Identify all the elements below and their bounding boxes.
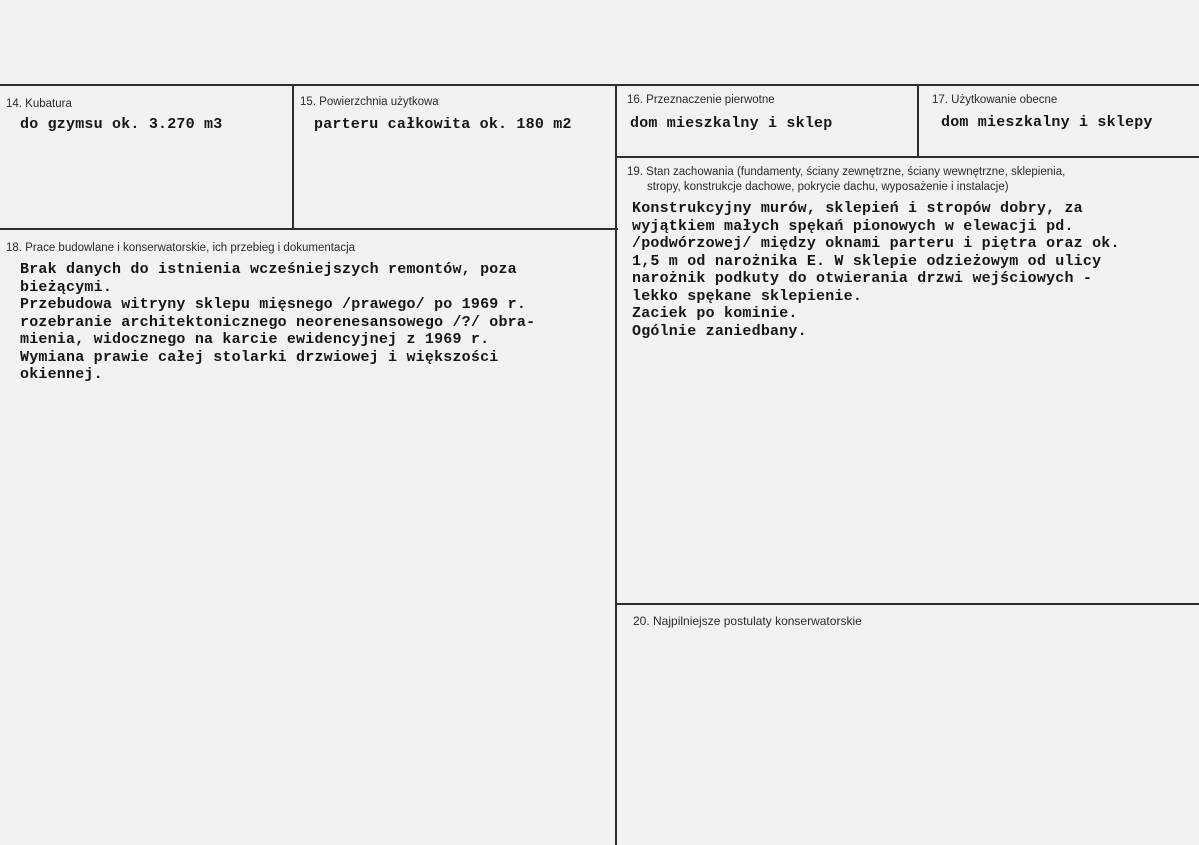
field-18-line: bieżącymi. — [20, 278, 113, 296]
field-15-value: parteru całkowita ok. 180 m2 — [314, 116, 572, 133]
field-19-text — [632, 200, 1120, 340]
field-19-label-line2: stropy, konstrukcje dachowe, pokrycie dachu, wyposażenie i instalacje) — [647, 181, 1009, 193]
field-19-line: Zaciek po kominie. — [632, 305, 798, 322]
field-20-label: 20. Najpilniejsze postulaty konserwatorskie — [633, 614, 862, 628]
field-14-label: 14. Kubatura — [6, 98, 72, 110]
field-15-label: 15. Powierzchnia użytkowa — [300, 96, 439, 108]
field-18-text — [20, 261, 535, 384]
field-14-value: do gzymsu ok. 3.270 m3 — [20, 116, 223, 133]
field-17-value: dom mieszkalny i sklepy — [941, 114, 1153, 131]
field-18-line: Przebudowa witryny sklepu mięsnego /prawego/ po 1969 r. — [20, 296, 527, 313]
top-rule — [0, 84, 1199, 86]
field-19-line: Konstrukcyjny murów, sklepień i stropów dobry, za — [632, 200, 1083, 217]
field-18-line: Brak danych do istnienia wcześniejszych remontów, poza — [20, 261, 517, 278]
field20-top-rule — [617, 603, 1199, 605]
field-19-line: 1,5 m od narożnika E. W sklepie odzieżowym od ulicy — [632, 252, 1102, 270]
divider-16-17 — [917, 84, 919, 158]
field-19-line: lekko spękane sklepienie. — [632, 287, 863, 305]
divider-left-right — [615, 84, 617, 845]
field-19-label-line1: 19. Stan zachowania (fundamenty, ściany zewnętrzne, ściany wewnętrzne, sklepienia, — [627, 166, 1066, 178]
field-19-line: narożnik podkuty do otwierania drzwi wejściowych - — [632, 270, 1093, 287]
field-18-line: mienia, widocznego na karcie ewidencyjnej z 1969 r. — [20, 331, 490, 348]
row1-bottom-right-rule — [617, 156, 1199, 158]
row1-bottom-left-rule — [0, 228, 618, 230]
field-16-label: 16. Przeznaczenie pierwotne — [627, 94, 775, 106]
field-19-line: Ogólnie zaniedbany. — [632, 322, 807, 340]
field-19-line: /podwórzowej/ między oknami parteru i piętra oraz ok. — [632, 235, 1120, 252]
field-18-line: Wymiana prawie całej stolarki drzwiowej i większości — [20, 348, 499, 366]
field-16-value: dom mieszkalny i sklep — [630, 115, 833, 132]
field-18-line: rozebranie architektonicznego neorenesansowego /?/ obra- — [20, 313, 536, 331]
field-18-label: 18. Prace budowlane i konserwatorskie, ich przebieg i dokumentacja — [6, 242, 356, 254]
field-19-line: wyjątkiem małych spękań pionowych w elewacji pd. — [632, 217, 1074, 235]
field-17-label: 17. Użytkowanie obecne — [932, 94, 1058, 106]
field-18-line: okiennej. — [20, 366, 103, 383]
divider-14-15 — [292, 84, 294, 230]
